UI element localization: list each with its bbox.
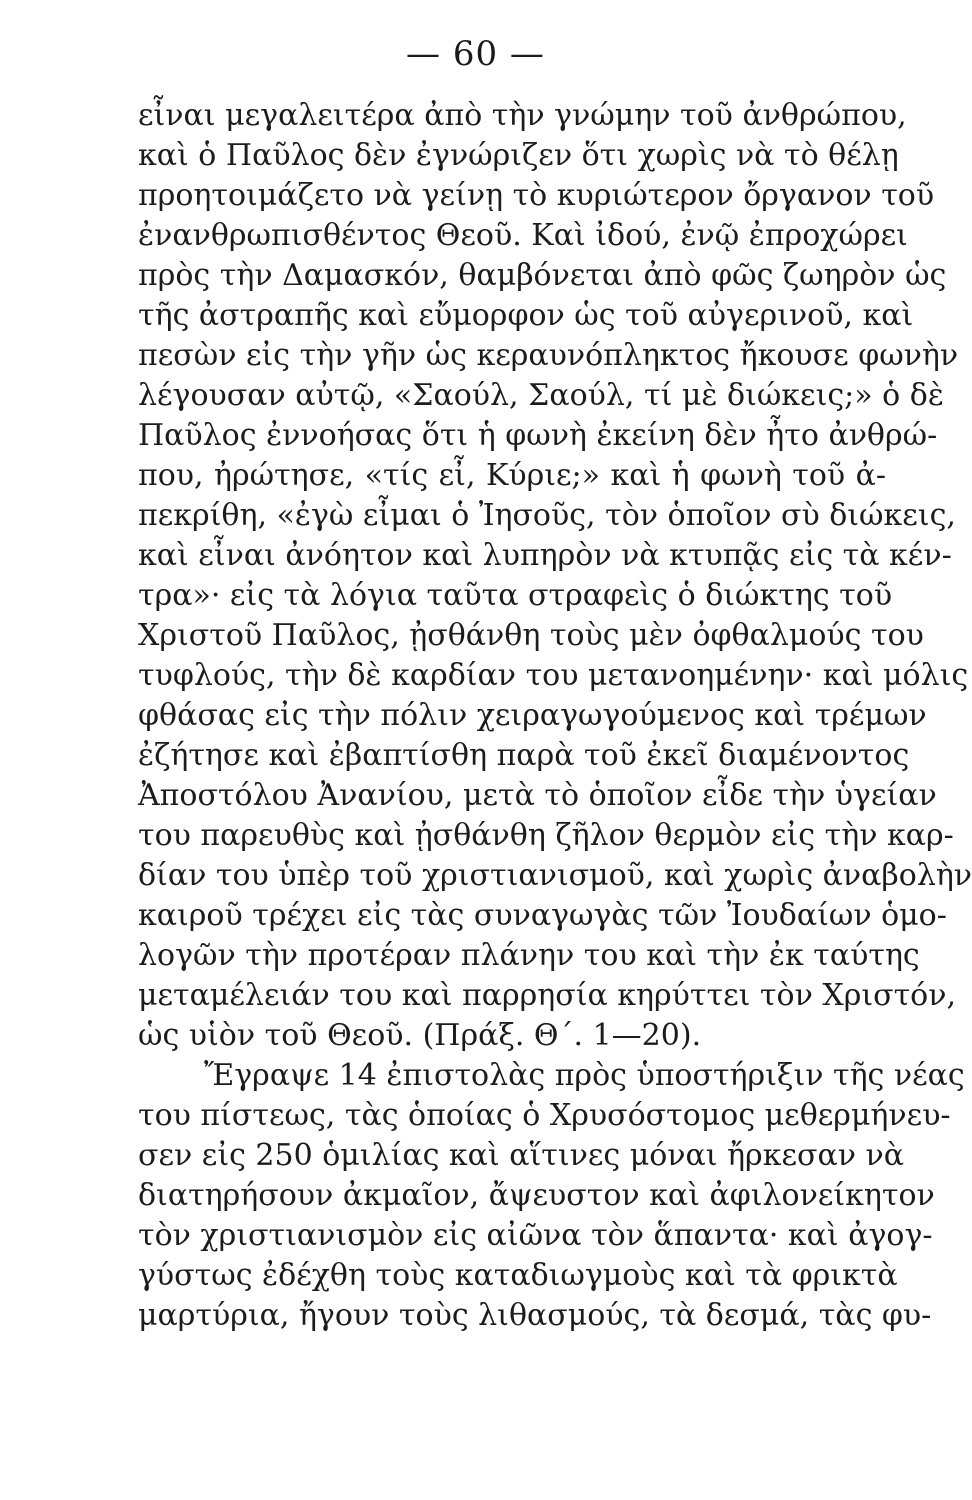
page-number: — 60 — [406, 34, 545, 74]
text-line: λέγουσαν αὐτῷ, «Σαούλ, Σαούλ, τί μὲ διώκεις;» ὁ δὲ [138, 378, 944, 413]
text-line: Παῦλος ἐννοήσας ὅτι ἡ φωνὴ ἐκείνη δὲν ἦτο ἀνθρώ- [138, 418, 938, 453]
text-line: Ἀποστόλου Ἀνανίου, μετὰ τὸ ὁποῖον εἶδε τὴν ὑγείαν [138, 778, 937, 813]
text-line: λογῶν τὴν προτέραν πλάνην του καὶ τὴν ἐκ ταύτης [138, 938, 920, 973]
text-line: γύστως ἐδέχθη τοὺς καταδιωγμοὺς καὶ τὰ φρικτὰ [138, 1258, 898, 1293]
text-line: σεν εἰς 250 ὁμιλίας καὶ αἵτινες μόναι ἤρκεσαν νὰ [138, 1138, 904, 1173]
text-line: ἐνανθρωπισθέντος Θεοῦ. Καὶ ἰδού, ἐνῷ ἐπροχώρει [138, 218, 908, 253]
text-line: τρα»· εἰς τὰ λόγια ταῦτα στραφεὶς ὁ διώκτης τοῦ [138, 578, 893, 613]
text-line: τῆς ἀστραπῆς καὶ εὔμορφον ὡς τοῦ αὐγερινοῦ, καὶ [138, 298, 914, 333]
text-line: μεταμέλειάν του καὶ παρρησία κηρύττει τὸν Χριστόν, [138, 978, 957, 1013]
text-line: διατηρήσουν ἀκμαῖον, ἄψευστον καὶ ἀφιλονείκητον [138, 1178, 935, 1213]
text-line: Χριστοῦ Παῦλος, ᾐσθάνθη τοὺς μὲν ὀφθαλμούς του [138, 618, 924, 653]
text-line: Ἔγραψε 14 ἐπιστολὰς πρὸς ὑποστήριξιν τῆς νέας [204, 1058, 965, 1093]
text-line: ἐζήτησε καὶ ἐβαπτίσθη παρὰ τοῦ ἐκεῖ διαμένοντος [138, 738, 910, 773]
text-line: πρὸς τὴν Δαμασκόν, θαμβόνεται ἀπὸ φῶς ζωηρὸν ὡς [138, 258, 947, 293]
text-line: τυφλούς, τὴν δὲ καρδίαν του μετανοημένην· καὶ μόλις [138, 658, 969, 693]
text-line: πεσὼν εἰς τὴν γῆν ὡς κεραυνόπληκτος ἤκουσε φωνὴν [138, 338, 959, 373]
text-line: πεκρίθη, «ἐγὼ εἶμαι ὁ Ἰησοῦς, τὸν ὁποῖον σὺ διώκεις, [138, 498, 956, 533]
text-line: μαρτύρια, ἤγουν τοὺς λιθασμούς, τὰ δεσμά, τὰς φυ- [138, 1298, 932, 1333]
text-line: καὶ εἶναι ἀνόητον καὶ λυπηρὸν νὰ κτυπᾷς εἰς τὰ κέν- [138, 538, 952, 573]
text-line: εἶναι μεγαλειτέρα ἀπὸ τὴν γνώμην τοῦ ἀνθρώπου, [138, 98, 907, 133]
text-line: του παρευθὺς καὶ ᾐσθάνθη ζῆλον θερμὸν εἰς τὴν καρ- [138, 818, 954, 853]
text-line: καιροῦ τρέχει εἰς τὰς συναγωγὰς τῶν Ἰουδαίων ὁμο- [138, 898, 947, 933]
text-line: τὸν χριστιανισμὸν εἰς αἰῶνα τὸν ἅπαντα· καὶ ἀγογ- [138, 1218, 933, 1253]
text-line: καὶ ὁ Παῦλος δὲν ἐγνώριζεν ὅτι χωρὶς νὰ τὸ θέλῃ [138, 138, 899, 173]
text-line: του πίστεως, τὰς ὁποίας ὁ Χρυσόστομος μεθερμήνευ- [138, 1098, 951, 1133]
text-line: δίαν του ὑπὲρ τοῦ χριστιανισμοῦ, καὶ χωρὶς ἀναβολὴν [138, 858, 972, 893]
body-text [138, 96, 972, 1336]
text-line: ὡς υἱὸν τοῦ Θεοῦ. (Πράξ. Θ΄. 1—20). [138, 1018, 702, 1053]
text-line: που, ἠρώτησε, «τίς εἶ, Κύριε;» καὶ ἡ φωνὴ τοῦ ἀ- [138, 458, 886, 493]
text-line: φθάσας εἰς τὴν πόλιν χειραγωγούμενος καὶ τρέμων [138, 698, 927, 733]
text-line: προητοιμάζετο νὰ γείνῃ τὸ κυριώτερον ὄργανον τοῦ [138, 178, 935, 213]
